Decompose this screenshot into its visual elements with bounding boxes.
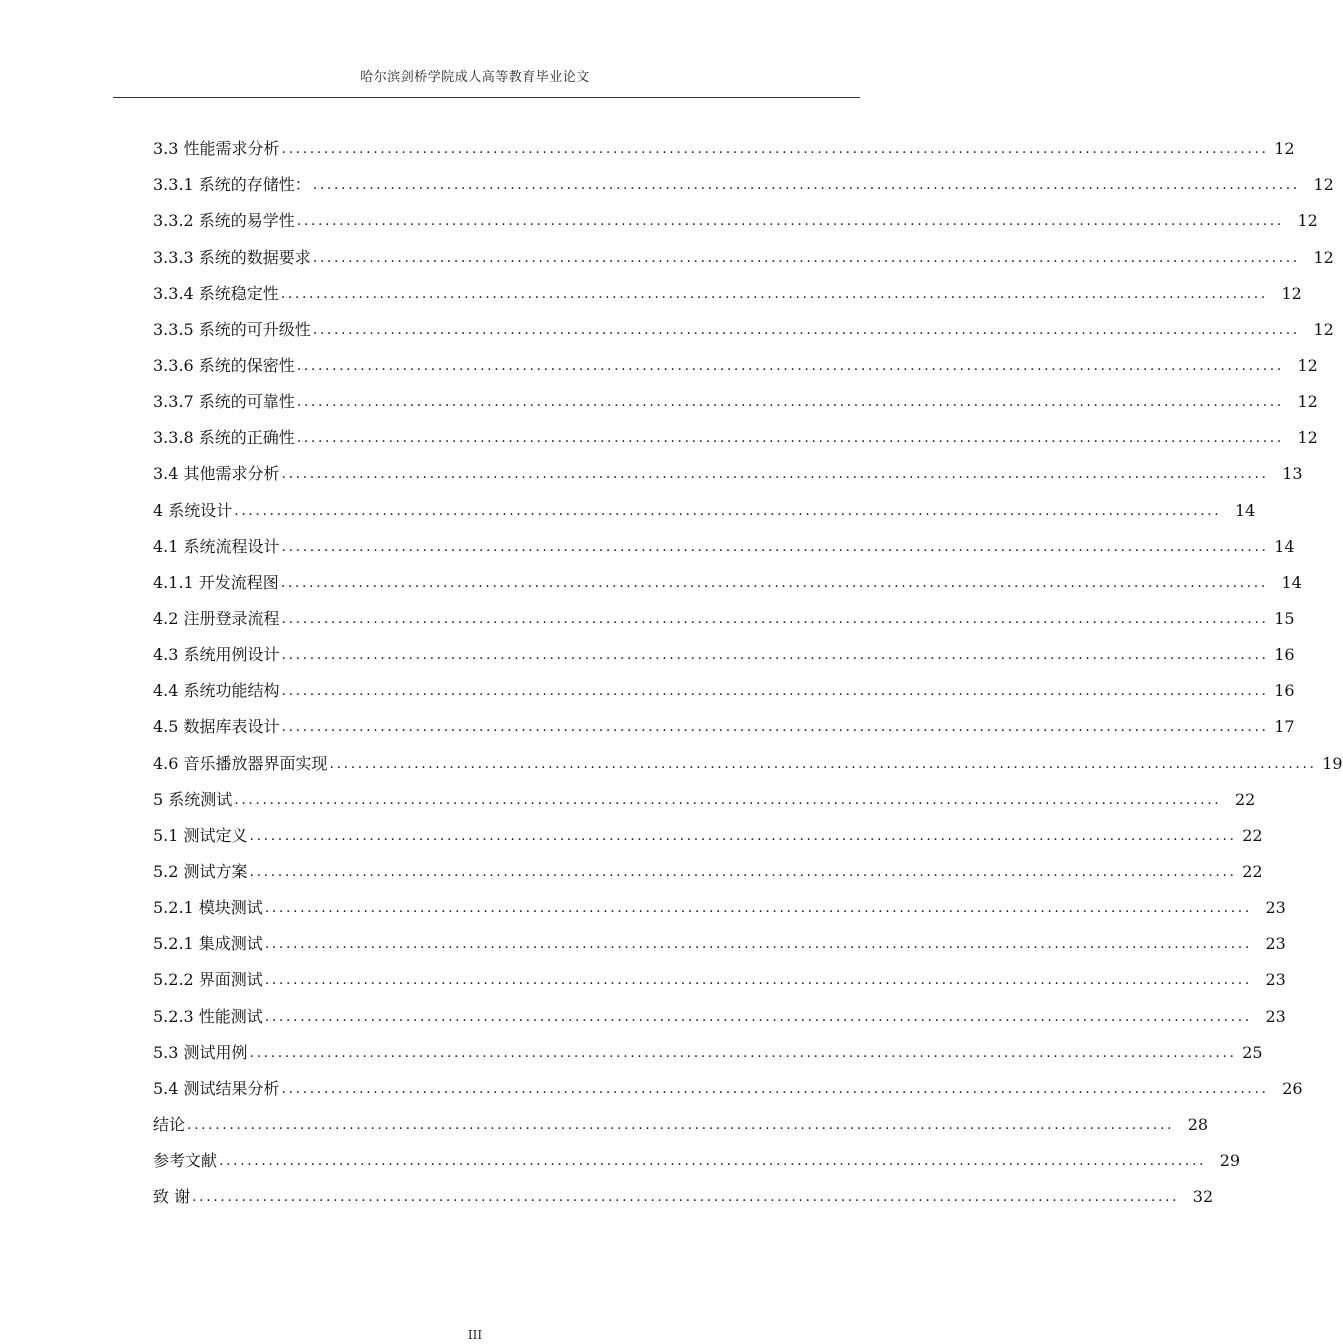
toc-leader-dots: ............................................................................................................................................ [249,863,1237,880]
toc-entry[interactable] [153,376,1318,412]
toc-entry[interactable] [153,846,1263,882]
toc-entry[interactable] [153,665,1295,701]
toc-entry-label: 4.3 系统用例设计 [153,645,280,665]
toc-entry-page: 22 [1242,861,1263,881]
toc-entry[interactable] [153,231,1334,267]
toc-entry-label: 参考文献 [153,1151,218,1171]
toc-entry-page: 13 [1282,464,1303,484]
toc-entry-label: 5.2.3 性能测试 [153,1006,263,1026]
toc-entry-label: 5.1 测试定义 [153,825,248,845]
toc-leader-dots: ............................................................................................................................................ [281,719,1269,736]
toc-leader-dots: ............................................................................................................................................ [219,1153,1207,1170]
toc-leader-dots: ............................................................................................................................................ [281,647,1269,664]
toc-entry-label: 5.4 测试结果分析 [153,1078,280,1098]
toc-entry-label: 3.3.1 系统的存储性： [153,175,311,195]
toc-entry-label: 5.2.2 界面测试 [153,970,263,990]
toc-entry[interactable] [153,954,1286,990]
toc-entry[interactable] [153,1171,1214,1207]
toc-entry[interactable] [153,774,1256,810]
toc-entry-page: 23 [1265,1006,1286,1026]
toc-entry-page: 17 [1274,717,1295,737]
toc-entry-label: 3.3.4 系统稳定性 [153,283,279,303]
toc-entry-page: 14 [1274,536,1295,556]
toc-entry-label: 结论 [153,1114,186,1134]
toc-leader-dots: ............................................................................................................................................ [312,321,1300,338]
toc-entry[interactable] [153,629,1295,665]
toc-entry-page: 23 [1265,898,1286,918]
toc-entry-page: 12 [1274,139,1295,159]
toc-entry-label: 3.3.7 系统的可靠性 [153,392,295,412]
toc-entry[interactable] [153,268,1302,304]
toc-entry-label: 4.1 系统流程设计 [153,536,280,556]
toc-entry[interactable] [153,123,1295,159]
toc-entry-page: 22 [1242,825,1263,845]
toc-entry[interactable] [153,1063,1303,1099]
toc-entry[interactable] [153,810,1263,846]
toc-entry-page: 22 [1234,789,1256,809]
toc-leader-dots: ............................................................................................................................................ [187,1116,1175,1133]
toc-leader-dots: ............................................................................................................................................ [281,1080,1269,1097]
toc-entry-label: 5.2 测试方案 [153,861,248,881]
toc-entry[interactable] [153,1099,1209,1135]
toc-leader-dots: ............................................................................................................................................ [264,1008,1252,1025]
toc-entry-label: 4.6 音乐播放器界面实现 [153,753,328,773]
toc-leader-dots: ............................................................................................................................................ [296,430,1284,447]
toc-entry[interactable] [153,304,1334,340]
toc-entry-label: 3.4 其他需求分析 [153,464,280,484]
toc-entry[interactable] [153,1027,1263,1063]
toc-entry[interactable] [153,990,1286,1026]
toc-entry-label: 5.3 测试用例 [153,1042,248,1062]
toc-entry-page: 15 [1274,608,1295,628]
toc-leader-dots: ............................................................................................................................................ [264,900,1252,917]
toc-entry[interactable] [153,882,1286,918]
toc-leader-dots: ............................................................................................................................................ [281,538,1269,555]
toc-entry-label: 5 系统测试 [153,789,233,809]
toc-entry[interactable] [153,593,1295,629]
toc-entry-page: 12 [1313,247,1334,267]
toc-leader-dots: ............................................................................................................................................ [280,285,1268,302]
page-number: III [467,1328,483,1342]
toc-entry[interactable] [153,737,1343,773]
toc-entry-page: 12 [1297,211,1318,231]
toc-leader-dots: ............................................................................................................................................ [234,502,1222,519]
toc-entry-page: 12 [1297,392,1318,412]
toc-entry[interactable] [153,557,1302,593]
toc-entry-page: 23 [1265,934,1286,954]
toc-entry-page: 19 [1322,753,1343,773]
toc-entry-label: 3.3.5 系统的可升级性 [153,319,311,339]
toc-entry-label: 3.3.2 系统的易学性 [153,211,295,231]
toc-entry-label: 3.3.6 系统的保密性 [153,355,295,375]
toc-entry-label: 5.2.1 集成测试 [153,934,263,954]
toc-entry-page: 12 [1281,283,1302,303]
toc-leader-dots: ............................................................................................................................................ [329,755,1317,772]
toc-entry-label: 3.3 性能需求分析 [153,139,280,159]
toc-leader-dots: ............................................................................................................................................ [281,683,1269,700]
toc-leader-dots: ............................................................................................................................................ [280,574,1268,591]
toc-leader-dots: ............................................................................................................................................ [296,213,1284,230]
toc-entry-page: 16 [1274,681,1295,701]
toc-entry-label: 4.2 注册登录流程 [153,608,280,628]
toc-entry-page: 12 [1313,319,1334,339]
toc-entry-page: 23 [1265,970,1286,990]
toc-entry-label: 4 系统设计 [153,500,233,520]
toc-leader-dots: ............................................................................................................................................ [312,249,1300,266]
toc-entry-label: 致 谢 [153,1187,191,1207]
toc-entry[interactable] [153,1135,1241,1171]
toc-entry[interactable] [153,159,1334,195]
running-header: 哈尔滨剑桥学院成人高等教育毕业论文 [360,70,590,85]
toc-leader-dots: ............................................................................................................................................ [264,936,1252,953]
toc-entry[interactable] [153,448,1303,484]
toc-entry-page: 28 [1187,1114,1209,1134]
toc-entry-label: 3.3.3 系统的数据要求 [153,247,311,267]
toc-leader-dots: ............................................................................................................................................ [281,466,1269,483]
toc-leader-dots: ............................................................................................................................................ [192,1189,1180,1206]
toc-entry-page: 16 [1274,645,1295,665]
toc-entry[interactable] [153,340,1318,376]
toc-entry-label: 4.1.1 开发流程图 [153,572,279,592]
toc-entry-label: 3.3.8 系统的正确性 [153,428,295,448]
toc-entry[interactable] [153,701,1295,737]
toc-entry-page: 14 [1234,500,1256,520]
toc-leader-dots: ............................................................................................................................................ [249,1044,1237,1061]
table-of-contents [153,123,1343,1207]
toc-leader-dots: ............................................................................................................................................ [281,141,1269,158]
toc-entry-page: 32 [1192,1187,1214,1207]
toc-entry-page: 25 [1242,1042,1263,1062]
toc-leader-dots: ............................................................................................................................................ [296,357,1284,374]
toc-entry[interactable] [153,412,1318,448]
toc-entry-page: 12 [1297,428,1318,448]
toc-leader-dots: ............................................................................................................................................ [249,827,1237,844]
toc-entry[interactable] [153,484,1256,520]
toc-entry-label: 5.2.1 模块测试 [153,898,263,918]
toc-entry[interactable] [153,918,1286,954]
toc-entry-page: 14 [1281,572,1302,592]
toc-leader-dots: ............................................................................................................................................ [264,972,1252,989]
toc-leader-dots: ............................................................................................................................................ [234,791,1222,808]
toc-entry[interactable] [153,195,1318,231]
toc-entry[interactable] [153,521,1295,557]
toc-leader-dots: ............................................................................................................................................ [312,177,1300,194]
toc-leader-dots: ............................................................................................................................................ [281,610,1269,627]
toc-entry-page: 12 [1297,355,1318,375]
toc-entry-label: 4.5 数据库表设计 [153,717,280,737]
toc-entry-page: 29 [1219,1151,1241,1171]
toc-leader-dots: ............................................................................................................................................ [296,394,1284,411]
toc-entry-label: 4.4 系统功能结构 [153,681,280,701]
toc-entry-page: 26 [1282,1078,1303,1098]
toc-entry-page: 12 [1313,175,1334,195]
header-rule [113,97,860,98]
